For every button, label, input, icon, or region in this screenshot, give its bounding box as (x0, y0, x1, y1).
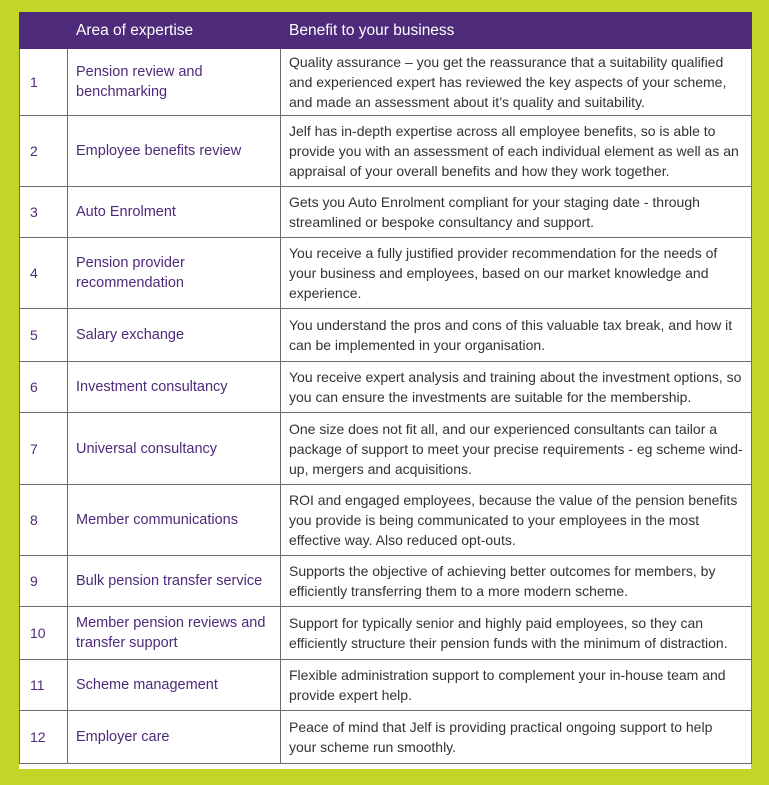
row-number: 11 (20, 660, 68, 711)
header-row (20, 13, 752, 49)
row-area: Auto Enrolment (68, 187, 281, 238)
row-benefit: You receive a fully justified provider recommendation for the needs of your business and employees, based on our market knowledge and experience. (281, 238, 752, 309)
table-row (20, 660, 752, 711)
row-area: Salary exchange (68, 309, 281, 362)
row-number: 5 (20, 309, 68, 362)
row-number: 8 (20, 485, 68, 556)
expertise-table-frame (19, 12, 751, 769)
row-number: 4 (20, 238, 68, 309)
row-benefit: You understand the pros and cons of this valuable tax break, and how it can be implemented in your organisation. (281, 309, 752, 362)
table-row (20, 49, 752, 116)
row-number: 7 (20, 413, 68, 485)
row-number: 2 (20, 116, 68, 187)
row-area: Bulk pension transfer service (68, 556, 281, 607)
table-row (20, 413, 752, 485)
table-row (20, 309, 752, 362)
expertise-table (19, 12, 752, 764)
row-benefit: Quality assurance – you get the reassurance that a suitability qualified and experienced expert has reviewed the key aspects of your scheme, and made an assessment about it’s quality and suitability. (281, 49, 752, 116)
row-area: Member communications (68, 485, 281, 556)
header-area-of-expertise: Area of expertise (68, 13, 281, 49)
table-row (20, 556, 752, 607)
row-area: Scheme management (68, 660, 281, 711)
header-number (20, 13, 68, 49)
row-benefit: Jelf has in-depth expertise across all employee benefits, so is able to provide you with an assessment of each individual element as well as an appraisal of your overall benefits and how they work together. (281, 116, 752, 187)
row-number: 9 (20, 556, 68, 607)
row-area: Member pension reviews and transfer support (68, 607, 281, 660)
row-number: 10 (20, 607, 68, 660)
row-benefit: One size does not fit all, and our experienced consultants can tailor a package of support to meet your precise requirements - eg scheme wind-up, mergers and acquisitions. (281, 413, 752, 485)
table-row (20, 607, 752, 660)
row-number: 3 (20, 187, 68, 238)
row-area: Universal consultancy (68, 413, 281, 485)
row-benefit: Supports the objective of achieving better outcomes for members, by efficiently transferring them to a more modern scheme. (281, 556, 752, 607)
table-row (20, 187, 752, 238)
row-area: Employer care (68, 711, 281, 764)
row-benefit: Flexible administration support to complement your in-house team and provide expert help. (281, 660, 752, 711)
table-row (20, 362, 752, 413)
row-number: 1 (20, 49, 68, 116)
row-benefit: ROI and engaged employees, because the value of the pension benefits you provide is being communicated to your employees in the most effective way. Also reduced opt-outs. (281, 485, 752, 556)
row-benefit: Peace of mind that Jelf is providing practical ongoing support to help your scheme run smoothly. (281, 711, 752, 764)
table-row (20, 116, 752, 187)
table-row (20, 238, 752, 309)
row-area: Employee benefits review (68, 116, 281, 187)
table-row (20, 711, 752, 764)
row-benefit: You receive expert analysis and training about the investment options, so you can ensure the investments are suitable for the membership. (281, 362, 752, 413)
row-benefit: Support for typically senior and highly paid employees, so they can efficiently structure their pension funds with the minimum of distraction. (281, 607, 752, 660)
row-area: Pension review and benchmarking (68, 49, 281, 116)
row-number: 6 (20, 362, 68, 413)
row-benefit: Gets you Auto Enrolment compliant for your staging date - through streamlined or bespoke consultancy and support. (281, 187, 752, 238)
header-benefit: Benefit to your business (281, 13, 752, 49)
row-area: Investment consultancy (68, 362, 281, 413)
table-row (20, 485, 752, 556)
row-area: Pension provider recommendation (68, 238, 281, 309)
row-number: 12 (20, 711, 68, 764)
